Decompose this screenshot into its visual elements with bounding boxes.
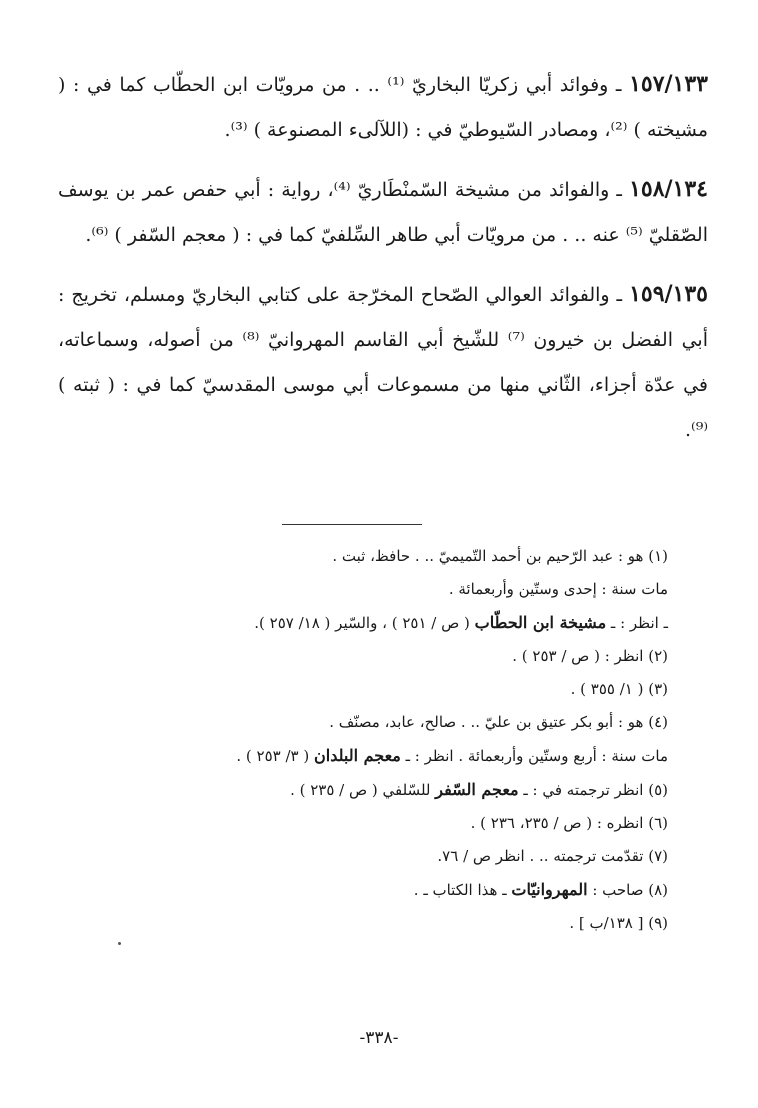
book-title: المهروانيّات	[511, 880, 588, 899]
footnote-4: (٤) هو : أبو بكر عتيق بن عليّ .. . صالح، عابد، مصنّف .	[329, 713, 668, 731]
page-number: -٣٣٨-	[359, 1028, 399, 1048]
entry-157	[58, 62, 708, 153]
entry-number: ١٥٩/١٣٥	[629, 281, 708, 307]
entry-158	[58, 167, 708, 258]
footnotes	[60, 540, 668, 940]
main-text	[58, 62, 708, 467]
book-title: مشيخة ابن الحطّاب	[474, 613, 607, 632]
entry-159	[58, 272, 708, 453]
entry-text: ـ والفوائد من مشيخة السّمنْطَاريّ ⁽⁴⁾، رواية : أبي حفص عمر بن يوسف الصّقليّ ⁽⁵⁾ عنه .. . من مرويّات أبي طاهر السِّلفيّ كما في : ( معجم السّفر ) ⁽⁶⁾.	[58, 179, 708, 246]
entry-text: ـ وفوائد أبي زكريّا البخاريّ ⁽¹⁾ .. . من مرويّات ابن الحطّاب كما في : ( مشيخته ) ⁽²⁾، ومصادر السّيوطيّ في : (اللآلىء المصنوعة ) ⁽³⁾.	[58, 74, 708, 141]
book-title: معجم البلدان	[314, 746, 401, 765]
footnote-divider	[282, 524, 422, 525]
stray-dot	[118, 942, 121, 945]
footnote-6: (٦) انظره : ( ص / ٢٣٥، ٢٣٦ ) .	[470, 814, 668, 832]
footnote-8: (٨) صاحب : المهروانيّات ـ هذا الكتاب ـ .	[413, 880, 668, 899]
footnote-5: (٥) انظر ترجمته في : ـ معجم السّفر للسّلفي ( ص / ٢٣٥ ) .	[290, 780, 668, 799]
entry-text: ـ والفوائد العوالي الصّحاح المخرّجة على كتابي البخاريّ ومسلم، تخريج : أبي الفضل بن خيرون ⁽⁷⁾ للشّيخ أبي القاسم المهروانيّ ⁽⁸⁾ من أصوله، وسماعاته، في عدّة أجزاء، الثّاني منها من مسموعات أبي موسى المقدسيّ كما في : ( ثبته ) ⁽⁹⁾.	[58, 284, 708, 441]
entry-number: ١٥٨/١٣٤	[629, 176, 708, 202]
entry-number: ١٥٧/١٣٣	[629, 71, 708, 97]
book-title: معجم السّفر	[435, 780, 519, 799]
footnote-4-death: مات سنة : أربع وستّين وأربعمائة . انظر : ـ معجم البلدان ( ٣/ ٢٥٣ ) .	[236, 746, 668, 765]
footnote-2: (٢) انظر : ( ص / ٢٥٣ ) .	[512, 647, 668, 665]
footnote-1-death: مات سنة : إحدى وستّين وأربعمائة .	[448, 580, 668, 598]
footnote-1-refs: ـ انظر : ـ مشيخة ابن الحطّاب ( ص / ٢٥١ ) ، والسّير ( ١٨/ ٢٥٧ ).	[254, 613, 668, 632]
footnote-1: (١) هو : عبد الرّحيم بن أحمد التّميميّ .. . حافظ، ثبت .	[332, 547, 668, 565]
footnote-9: (٩) [ ١٣٨/ب ] .	[569, 914, 668, 932]
footnote-7: (٧) تقدّمت ترجمته .. . انظر ص / ٧٦.	[437, 847, 668, 865]
footnote-3: (٣) ( ١/ ٣٥٥ ) .	[570, 680, 668, 698]
